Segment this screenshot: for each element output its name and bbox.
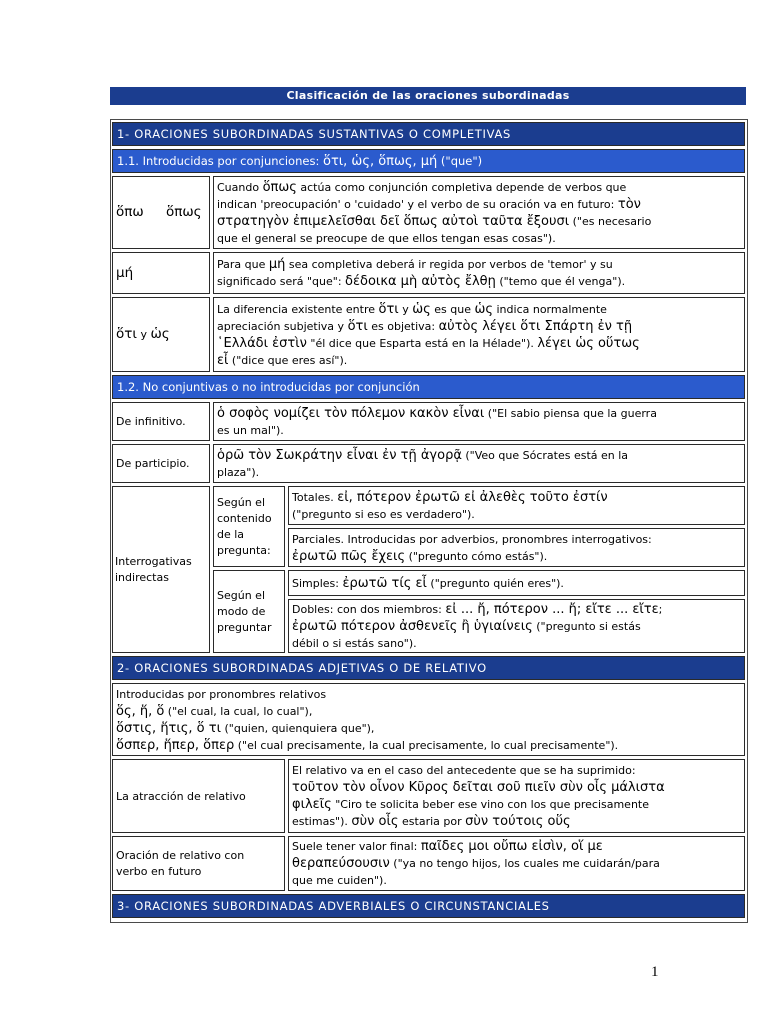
greek-text: εἶ: [217, 352, 229, 368]
text-line: indican 'preocupación' o 'cuidado' y el verbo de su oración va en futuro: τὸν: [217, 196, 641, 212]
text-line: φιλεῖς "Ciro te solicita beber ese vino con los que precisamente: [292, 797, 650, 812]
row-label-infinitivo: [112, 402, 210, 441]
row-description-hopos: [213, 176, 745, 249]
greek-text: ὅτι: [347, 318, 368, 334]
greek-text: ἐρωτῶ πότερον ἀσθενεῖς ἢ ὑγιαίνεις: [292, 618, 533, 634]
text-line: significado será "que": δέδοικα μὴ αὐτὸς ἔλθῃ ("temo que él venga").: [217, 274, 626, 289]
text-line: El relativo va en el caso del antecedente que se ha suprimido:: [292, 764, 636, 777]
text-line: Dobles: con dos miembros: εἰ ... ἤ, πότερον ... ἤ; εἴτε ... εἴτε;: [292, 601, 663, 617]
text-line: Simples: ἐρωτῶ τίς εἶ ("pregunto quién eres").: [292, 575, 564, 591]
text-line: ὁρῶ τὸν Σωκράτην εἶναι ἐν τῇ ἀγορᾷ ("Veo que Sócrates está en la: [217, 447, 629, 463]
text-line: [292, 779, 742, 796]
greek-text: ὁ σοφὸς νομίζει τὸν πόλεμον κακὸν εἶναι: [217, 405, 485, 421]
text-line: ἐρωτῶ πῶς ἔχεις ("pregunto cómo estás").: [292, 548, 548, 564]
greek-text: εἰ ... ἤ, πότερον ... ἤ; εἴτε ... εἴτε: [445, 601, 659, 617]
item-dobles: [288, 599, 745, 653]
text-line: στρατηγὸν ἐπιμελεῖσθαι δεῖ ὅπως αὐτοὶ ταῦτα ἔξουσι ("es necesario: [217, 213, 652, 229]
text-line: que me cuiden").: [292, 874, 387, 887]
section-3-heading-text: 3- ORACIONES SUBORDINADAS ADVERBIALES O CIRCUNSTANCIALES: [117, 898, 550, 913]
group-label-text: de la: [217, 527, 245, 541]
greek-text: σὺν τούτοις οὕς: [465, 814, 571, 829]
row-label-text: De infinitivo.: [116, 415, 186, 428]
group-label-text: Según el: [217, 495, 265, 509]
greek-text: ῾Ελλάδι ἐστὶν: [217, 335, 307, 351]
group-label-contenido: [213, 486, 285, 567]
greek-text: εἰ, πότερον ἐρωτῶ εἰ ἀλεθὲς τοῦτο ἐστίν: [337, 489, 608, 505]
greek-text: μή: [268, 257, 286, 272]
text-line: Parciales. Introducidas por adverbios, pronombres interrogativos:: [292, 532, 652, 546]
greek-text: ὅσπερ, ἥπερ, ὅπερ: [116, 737, 235, 753]
greek-text: σὺν οἷς: [351, 814, 399, 829]
section-3-heading: [112, 894, 745, 918]
greek-text: παῖδες μοι οὔπω εἰσὶν, οἵ με: [420, 839, 603, 854]
greek-text: θεραπεύσουσιν: [292, 856, 390, 871]
item-simples: [288, 570, 745, 596]
text-line: ὅστις, ἥτις, ὅ τι ("quien, quienquiera que"),: [116, 720, 375, 736]
row-label-text: Oración de relativo con: [116, 848, 245, 862]
greek-text: ὅστις, ἥτις, ὅ τι: [116, 720, 221, 736]
text-line: La diferencia existente entre ὅτι y ὡς es que ὡς indica normalmente: [217, 301, 607, 317]
greek-text: τὸν: [617, 196, 641, 212]
text-line: débil o si estás sano").: [292, 636, 417, 650]
text-line: que el general se preocupe de que ellos tengan esas cosas").: [217, 231, 556, 245]
greek-text: λέγει ὡς οὕτως: [537, 335, 640, 351]
row-label-text: La atracción de relativo: [116, 789, 246, 803]
greek-text: αὐτὸς λέγει ὅτι Σπάρτη ἐν τῇ: [438, 318, 633, 334]
greek-text: ἐρωτῶ πῶς ἔχεις: [292, 548, 406, 564]
row-label-interrogativas: [112, 486, 210, 653]
text-line: ὁ σοφὸς νομίζει τὸν πόλεμον κακὸν εἶναι ("El sabio piensa que la guerra: [217, 405, 657, 421]
text-line: εἶ ("dice que eres así").: [217, 352, 348, 368]
row-label-text: [116, 204, 207, 221]
row-label-hoti-hos: [112, 297, 210, 372]
text-line: ὅς, ἥ, ὅ ("el cual, la cual, lo cual"),: [116, 703, 313, 719]
document-title: Clasificación de las oraciones subordinadas: [110, 87, 746, 105]
row-label-atraccion: [112, 759, 285, 833]
greek-text: ὁρῶ τὸν Σωκράτην εἶναι ἐν τῇ ἀγορᾷ: [217, 447, 462, 463]
greek-text: μή: [116, 264, 134, 281]
text-line: Para que μή sea completiva deberá ir regida por verbos de 'temor' y su: [217, 257, 613, 272]
item-totales: [288, 486, 745, 525]
text-line: Suele tener valor final: παῖδες μοι οὔπω εἰσὶν, οἵ με: [292, 839, 603, 854]
group-label-text: modo de: [217, 604, 266, 618]
relative-pronouns-intro: [112, 683, 745, 756]
row-description-atraccion: [288, 759, 745, 833]
greek-text: ἐρωτῶ τίς εἶ: [342, 575, 427, 591]
text-line: es un mal").: [217, 423, 284, 437]
greek-text: φιλεῖς: [292, 797, 332, 812]
section-2-heading-text: 2- ORACIONES SUBORDINADAS ADJETIVAS O DE RELATIVO: [117, 660, 487, 675]
greek-text: στρατηγὸν ἐπιμελεῖσθαι δεῖ ὅπως αὐτοὶ ταῦτα ἔξουσι: [217, 213, 570, 229]
text-line: Cuando ὅπως actúa como conjunción completiva depende de verbos que: [217, 179, 627, 195]
row-label-text: ὅτι y ὡς: [116, 326, 170, 342]
row-label-text: [116, 265, 207, 282]
text-line: ἐρωτῶ πότερον ἀσθενεῖς ἢ ὑγιαίνεις ("pregunto si estás: [292, 618, 641, 634]
row-label-text: Interrogativas: [115, 554, 192, 568]
greek-text: ὅτι: [378, 301, 399, 317]
greek-text: ὡς: [412, 301, 431, 317]
greek-text: ὅς, ἥ, ὅ: [116, 703, 165, 719]
subsection-1-1-heading-text: 1.1. Introducidas por conjunciones: ὅτι, ὡς, ὅπως, μή ("que"): [117, 153, 483, 169]
greek-text: δέδοικα μὴ αὐτὸς ἔλθῃ: [345, 274, 496, 289]
row-label-hopos: [112, 176, 210, 249]
row-label-text: indirectas: [115, 570, 169, 584]
group-label-text: preguntar: [217, 620, 272, 634]
row-label-futuro: [112, 836, 285, 891]
text-line: ῾Ελλάδι ἐστὶν "él dice que Esparta está en la Hélade"). λέγει ὡς οὕτως: [217, 335, 640, 351]
section-1-heading-text: 1- ORACIONES SUBORDINADAS SUSTANTIVAS O COMPLETIVAS: [117, 126, 512, 141]
row-description-futuro: [288, 836, 745, 891]
group-label-text: contenido: [217, 511, 272, 525]
text-line: Introducidas por pronombres relativos: [116, 687, 327, 701]
text-line: apreciación subjetiva y ὅτι es objetiva: αὐτὸς λέγει ὅτι Σπάρτη ἐν τῇ: [217, 318, 633, 334]
text-line: ("pregunto si eso es verdadero").: [292, 507, 475, 521]
text-line: plaza").: [217, 465, 260, 479]
group-label-text: Según el: [217, 588, 265, 602]
group-label-modo: [213, 570, 285, 653]
greek-text: ὡς: [474, 301, 493, 317]
subsection-1-1-heading: [112, 149, 745, 173]
group-label-text: pregunta:: [217, 543, 271, 557]
greek-text: ὅπως: [262, 179, 297, 195]
section-2-heading: [112, 656, 745, 680]
greek-text: τοῦτον τὸν οἶνον Κῦρος δεῖται σοῦ πιεῖν σὺν οἷς μάλιστα: [292, 780, 665, 795]
text-line: estimas"). σὺν οἷς estaria por σὺν τούτοις οὕς: [292, 814, 571, 829]
row-label-text: De participio.: [116, 457, 190, 470]
row-description-infinitivo: [213, 402, 745, 441]
row-description-me: [213, 252, 745, 294]
section-1-heading: [112, 122, 745, 146]
text-line: ὅσπερ, ἥπερ, ὅπερ ("el cual precisamente, la cual precisamente, lo cual precisamente").: [116, 737, 619, 753]
greek-text: ὅτι: [116, 326, 137, 342]
row-label-participio: [112, 444, 210, 483]
text-line: Totales. εἰ, πότερον ἐρωτῶ εἰ ἀλεθὲς τοῦτο ἐστίν: [292, 489, 608, 505]
row-label-me: [112, 252, 210, 294]
item-parciales: [288, 528, 745, 567]
page-number: 1: [651, 964, 659, 980]
row-description-participio: [213, 444, 745, 483]
subsection-1-2-heading-text: 1.2. No conjuntivas o no introducidas por conjunción: [117, 379, 420, 394]
greek-text: ὅπω ὅπως: [116, 204, 202, 220]
greek-text: ὅτι, ὡς, ὅπως, μή: [322, 153, 438, 169]
row-label-text: verbo en futuro: [116, 864, 202, 878]
text-line: θεραπεύσουσιν ("ya no tengo hijos, los cuales me cuidarán/para: [292, 856, 660, 871]
greek-text: ὡς: [150, 326, 170, 342]
row-description-hoti-hos: [213, 297, 745, 372]
subsection-1-2-heading: [112, 375, 745, 399]
